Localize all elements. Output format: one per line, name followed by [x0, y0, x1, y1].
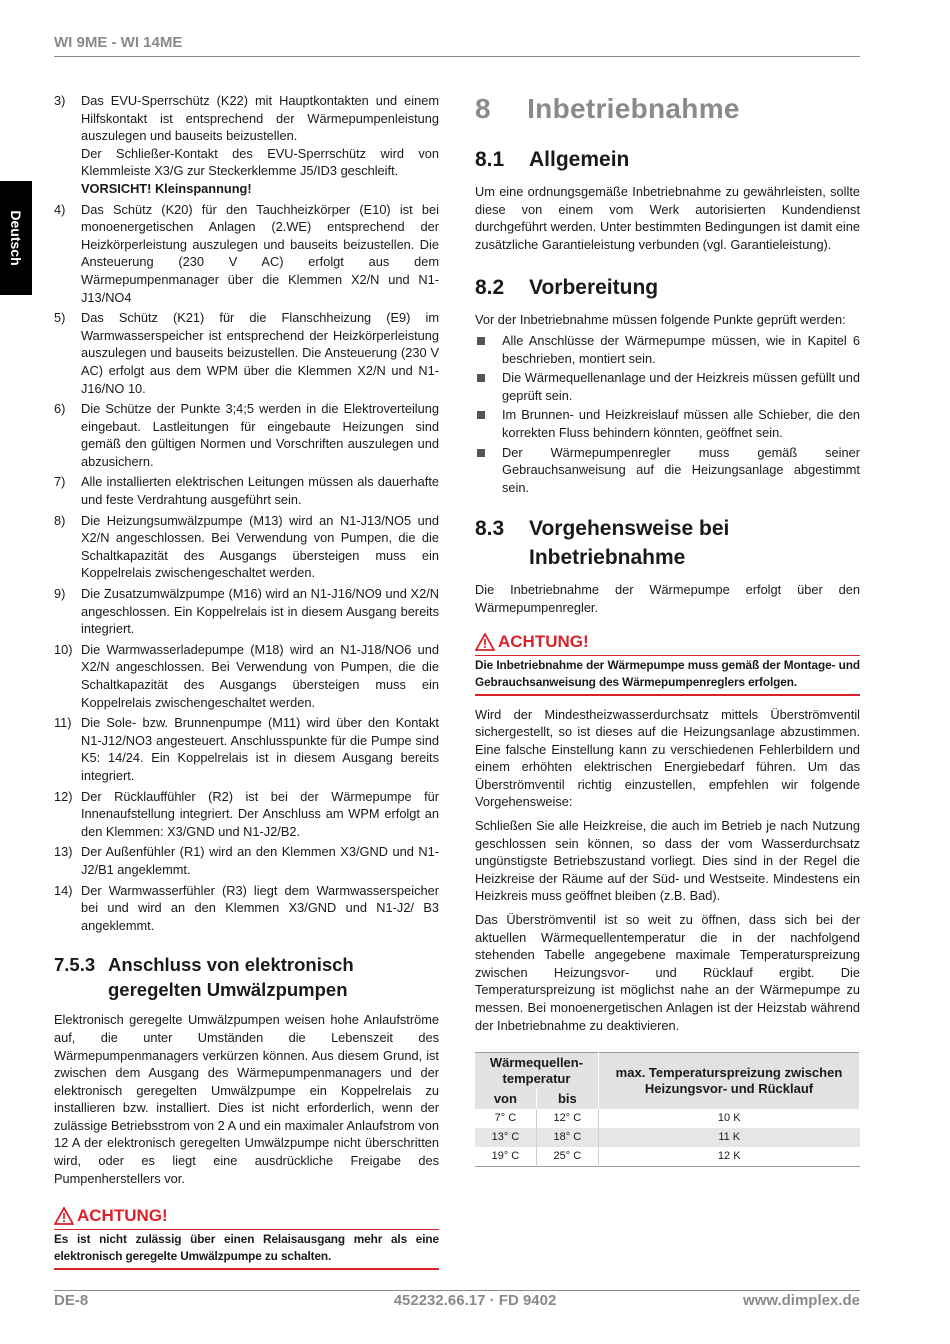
temperature-spread-table: [475, 1052, 860, 1167]
left-column: [54, 92, 439, 1280]
item-number: 5): [54, 310, 66, 326]
item-text: Die Heizungsumwälzpumpe (M13) wird an N1-J13/NO5 und X2/N angeschlossen. Bei Verwendung von Pumpen, die die Schaltkapazität des Ausgangs übersteigen muss ein Koppelrelais zwischengeschaltet werden.: [81, 512, 439, 581]
list-item: [54, 400, 439, 470]
item-number: 10): [54, 641, 73, 657]
item-number: 9): [54, 586, 66, 602]
table-row: [475, 1128, 860, 1147]
footer-divider: [54, 1290, 860, 1291]
warning-triangle-icon: [54, 1207, 74, 1225]
item-text: Alle Anschlüsse der Wärmepumpe müssen, wie in Kapitel 6 beschrieben, montiert sein.: [502, 332, 860, 366]
item-number: 4): [54, 201, 66, 217]
list-item: [475, 444, 860, 497]
table-cell: 18° C: [536, 1128, 598, 1147]
table-cell: 13° C: [475, 1128, 536, 1147]
item-text: Alle installierten elektrischen Leitungen müssen als dauerhafte und feste Verdrahtung ausgeführt sein.: [81, 474, 439, 508]
square-bullet-icon: [475, 369, 502, 404]
list-item: [54, 201, 439, 307]
item-number: 11): [54, 715, 72, 731]
table-row: [475, 1109, 860, 1128]
square-bullet-icon: [475, 444, 502, 497]
list-item: [54, 843, 439, 878]
warning-box: [475, 631, 860, 696]
language-tab-label: Deutsch: [8, 210, 24, 266]
list-item: [54, 512, 439, 582]
list-item: [54, 92, 439, 198]
table-cell: 11 K: [598, 1128, 859, 1147]
section-number: 8.2: [475, 276, 505, 300]
table-header-spread: max. Temperaturspreizung zwischen Heizungsvor- und Rücklauf: [598, 1053, 859, 1110]
footer-doc-number: 452232.66.17 · FD 9402: [393, 1292, 557, 1309]
list-item: [475, 332, 860, 367]
chapter-title: Inbetriebnahme: [527, 93, 740, 124]
warning-heading: [475, 631, 860, 653]
section-number: 8.3: [475, 517, 505, 541]
table-header-from: von: [475, 1089, 536, 1109]
warning-box: [54, 1205, 439, 1270]
item-text: Das Schütz (K20) für den Tauchheizkörper (E10) ist bei monoenergetischen Anlagen (2.WE) entsprechend der Heizkörperleistung auszulegen und bauseits beizustellen. Die Ansteuerung (230 V AC) erfolgt aus dem Wärmepumpenmanager über die Klemmen X2/N und N1-J13/NO4: [81, 201, 439, 305]
section-title: Vorgehensweise bei Inbetriebnahme: [529, 517, 730, 570]
table-cell: 25° C: [536, 1147, 598, 1167]
list-item: [54, 473, 439, 508]
item-text: Die Wärmequellenanlage und der Heizkreis müssen gefüllt und geprüft sein.: [502, 370, 860, 403]
list-item: [54, 882, 439, 935]
section-title: Allgemein: [529, 148, 630, 171]
paragraph: Wird der Mindestheizwasserdurchsatz mittels Überströmventil sichergestellt, so ist dieses auf die Heizungsanlage abzustimmen. Eine falsche Einstellung kann zu verschiedenen Fehlerbildern und einem erhöhten elektrischen Energiebedarf führen. Um das Überströmventil richtig einzustellen, empfehlen wir folgende Vorgehensweise:: [475, 706, 860, 810]
item-text: Im Brunnen- und Heizkreislauf müssen alle Schieber, die den korrekten Fluss behindern könnten, geöffnet sein.: [502, 407, 860, 440]
checklist: [475, 332, 860, 496]
warning-divider: [475, 694, 860, 696]
section-intro: Vor der Inbetriebnahme müssen folgende Punkte geprüft werden:: [475, 312, 846, 328]
list-item: [54, 309, 439, 397]
section-intro: Die Inbetriebnahme der Wärmepumpe erfolgt über den Wärmepumpenregler.: [475, 582, 860, 615]
item-number: 8): [54, 512, 66, 528]
header-title: WI 9ME - WI 14ME: [54, 34, 183, 51]
square-bullet-icon: [475, 406, 502, 441]
item-number: 12): [54, 788, 73, 804]
item-text: Der Außenfühler (R1) wird an den Klemmen X3/GND und N1-J2/B1 angeklemmt.: [81, 844, 439, 877]
section-body: Elektronisch geregelte Umwälzpumpen weisen hohe Anlaufströme auf, die unter Umständen die Lebenszeit des Wärmepumpenmanagers verkürzen können. Aus diesem Grund, ist zwischen dem Ausgang des Wärmepumpenmanagers und der elektronisch geregelten Umwälzpumpe ein Koppelrelais zu installieren bzw. installiert. Dies ist nicht erforderlich, wenn der zulässige Betriebsstrom von 2 A und ein maximaler Anlaufstrom von 12 A der elektronisch geregelten Umwälzpumpe nicht überschritten wird, oder es liegt eine ausdrückliche Freigabe des Pumpenherstellers vor.: [54, 1012, 439, 1186]
table-cell: 12° C: [536, 1109, 598, 1128]
list-item: [54, 788, 439, 841]
item-number: 14): [54, 882, 73, 898]
list-item: [54, 714, 439, 784]
table-cell: 7° C: [475, 1109, 536, 1128]
section-heading-8-2: [475, 273, 860, 302]
item-number: 6): [54, 401, 66, 417]
list-item: [54, 641, 439, 711]
connection-notes-list: [54, 92, 439, 934]
language-tab: [0, 181, 32, 295]
warning-divider: [54, 1268, 439, 1270]
warning-label: ACHTUNG!: [77, 1206, 168, 1226]
square-bullet-icon: [475, 332, 502, 367]
section-heading-8-3: [475, 514, 860, 572]
section-number: 7.5.3: [54, 954, 96, 976]
item-text: Die Zusatzumwälzpumpe (M16) wird an N1-J16/NO9 und X2/N angeschlossen. Ein Koppelrelais ist in diesem Ausgang bereits integriert.: [81, 586, 439, 637]
table-cell: 10 K: [598, 1109, 859, 1128]
item-text: Das EVU-Sperrschütz (K22) mit Hauptkontakten und einem Hilfskontakt ist entsprechend der Wärmepumpenleistung auszulegen und bauseits beizustellen. Der Schließer-Kontakt des EVU-Sperrschütz wird von Klemmleiste X3/G zur Steckerklemme J5/ID3 geschleift. VORSICHT! Kleinspannung!: [81, 93, 439, 196]
section-heading-8-1: [475, 145, 860, 174]
item-text: Die Schütze der Punkte 3;4;5 werden in die Elektroverteilung eingebaut. Lastleitungen für eingebaute Heizungen sind gemäß den gültigen Normen und Vorschriften auszulegen und abzusichern.: [81, 401, 439, 469]
item-text: Der Rücklauffühler (R2) ist bei der Wärmepumpe für Innenaufstellung integriert. Der Anschluss am WPM erfolgt an den Klemmen: X3/GND und N1-J2/B2.: [81, 788, 439, 839]
warning-heading: [54, 1205, 439, 1227]
item-text: Die Warmwasserladepumpe (M18) wird an N1-J18/NO6 und X2/N angeschlossen. Bei Verwendung von Pumpen, die die Schaltkapazität des Ausgangs übersteigen muss ein Koppelrelais zwischengeschaltet werden.: [81, 641, 439, 710]
item-text: Der Wärmepumpenregler muss gemäß seiner Gebrauchsanweisung auf die Heizungsanlage abgestimmt sein.: [502, 444, 860, 495]
header-divider: [54, 56, 860, 57]
item-text: Die Sole- bzw. Brunnenpumpe (M11) wird über den Kontakt N1-J12/NO3 angesteuert. Anschlusspunkte für die Pumpe sind K5: 14/24. Ein Koppelrelais ist in diesem Ausgang bereits integriert.: [81, 715, 439, 783]
warning-text: Die Inbetriebnahme der Wärmepumpe muss gemäß der Montage- und Gebrauchsanweisung des Wärmepumpenreglers erfolgen.: [475, 657, 860, 689]
item-text: Das Schütz (K21) für die Flanschheizung (E9) im Warmwasserspeicher ist entsprechend der Heizkörperleistung auszulegen und bauseits beizustellen. Die Ansteuerung (230 V AC) erfolgt aus dem WPM über die Klemmen X2/N und N1-J16/NO 10.: [81, 310, 439, 396]
item-number: 7): [54, 474, 66, 490]
warning-text: Es ist nicht zulässig über einen Relaisausgang mehr als eine elektronisch geregelte Umwälzpumpe zu schalten.: [54, 1232, 439, 1264]
list-item: [475, 406, 860, 441]
table-header-source-temp: Wärmequellen-temperatur: [475, 1053, 598, 1090]
table-cell: 19° C: [475, 1147, 536, 1167]
section-number: 8.1: [475, 148, 505, 171]
chapter-number: 8: [475, 93, 491, 124]
warning-triangle-icon: [475, 633, 495, 651]
list-item: [54, 585, 439, 638]
section-heading-7-5-3: [54, 952, 439, 1002]
footer-website: www.dimplex.de: [743, 1292, 860, 1309]
right-column: [475, 92, 860, 1167]
table-cell: 12 K: [598, 1147, 859, 1167]
paragraph: Schließen Sie alle Heizkreise, die auch im Betrieb je nach Nutzung geschlossen sein können, so dass der vom Wasserdurchsatz ungünstigste Betriebszustand vorliegt. Dies sind in der Regel die Heizkreise der Räume auf der Süd- und Westseite. Mindestens ein Heizkreis muss geöffnet bleiben (z.B. Bad).: [475, 818, 860, 904]
caution-note: VORSICHT! Kleinspannung!: [81, 180, 252, 196]
item-number: 13): [54, 844, 73, 860]
footer-page-number: DE-8: [54, 1292, 89, 1309]
item-number: 3): [54, 93, 66, 108]
section-body: Um eine ordnungsgemäße Inbetriebnahme zu gewährleisten, sollte diese von einem vom Werk autorisierten Kundendienst durchgeführt werden. Unter bestimmten Bedingungen ist damit eine zusätzliche Garantieleistung verbunden (vgl. Garantieleistung).: [475, 184, 860, 252]
paragraph: Das Überströmventil ist so weit zu öffnen, dass sich bei der aktuellen Wärmequellentemperatur die in der nachfolgend stehenden Tabelle angegebene maximale Temperaturspreizung zwischen Heizungsvor- und Rücklauf ergibt. Die Temperaturspreizung ist möglichst nahe an der Wärmepumpe zu messen. Bei monoenergetischen Anlagen ist der Heizstab während der Inbetriebnahme zu deaktivieren.: [475, 912, 860, 1033]
section-title: Vorbereitung: [529, 276, 659, 300]
list-item: [475, 369, 860, 404]
chapter-heading: [475, 93, 860, 125]
item-text: Der Warmwasserfühler (R3) liegt dem Warmwasserspeicher bei und wird an den Klemmen X3/GND und N1-J2/ B3 angeklemmt.: [81, 882, 439, 933]
section-title: Anschluss von elektronisch geregelten Umwälzpumpen: [108, 954, 354, 1001]
warning-label: ACHTUNG!: [498, 631, 589, 651]
table-row: [475, 1147, 860, 1167]
table-header-to: bis: [536, 1089, 598, 1109]
